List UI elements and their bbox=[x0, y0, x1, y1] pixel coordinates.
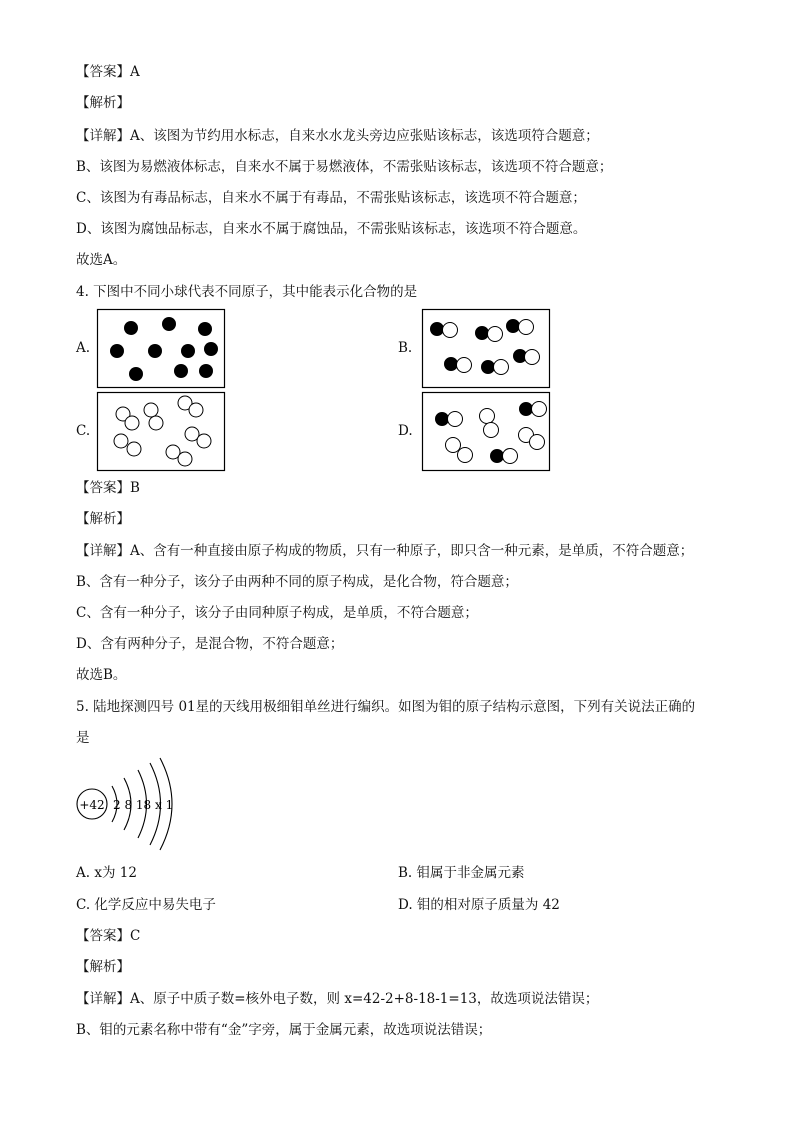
conclusion-line: 故选A。 bbox=[76, 252, 127, 268]
detail-line: 【详解】A、原子中质子数=核外电子数，则 x=42-2+8-18-1=13，故选项说法错误； bbox=[76, 991, 599, 1007]
conclusion-line: 故选B。 bbox=[76, 667, 127, 683]
detail-line: B、该图为易燃液体标志，自来水不属于易燃液体，不需张贴该标志，该选项不符合题意； bbox=[76, 159, 613, 175]
option-d: D. 钼的相对原子质量为 42 bbox=[398, 897, 560, 913]
atomic-structure-diagram bbox=[76, 756, 186, 852]
answer-label: 【答案】A bbox=[76, 64, 140, 80]
answer-label: 【答案】C bbox=[76, 928, 141, 944]
diagram-c-particles bbox=[97, 392, 225, 471]
detail-line: D、该图为腐蚀品标志，自来水不属于腐蚀品，不需张贴该标志，该选项不符合题意。 bbox=[76, 221, 587, 237]
question-stem-continued: 是 bbox=[76, 730, 90, 746]
diagram-d-particles bbox=[422, 392, 550, 471]
option-label-b: B. bbox=[398, 340, 413, 356]
diagram-b-particles bbox=[422, 309, 550, 388]
detail-line: C、含有一种分子，该分子由同种原子构成，是单质，不符合题意； bbox=[76, 605, 478, 621]
question-stem: 5. 陆地探测四号 01星的天线用极细钼单丝进行编织。如图为钼的原子结构示意图，下列有关说法正确的 bbox=[76, 699, 696, 715]
detail-line: B、钼的元素名称中带有“金”字旁，属于金属元素，故选项说法错误； bbox=[76, 1022, 492, 1038]
detail-line: C、该图为有毒品标志，自来水不属于有毒品，不需张贴该标志，该选项不符合题意； bbox=[76, 190, 586, 206]
option-label-d: D. bbox=[398, 423, 413, 439]
option-label-a: A. bbox=[76, 340, 91, 356]
option-c: C. 化学反应中易失电子 bbox=[76, 897, 216, 913]
detail-line: B、含有一种分子，该分子由两种不同的原子构成，是化合物，符合题意； bbox=[76, 574, 518, 590]
analysis-label: 【解析】 bbox=[76, 95, 130, 111]
option-label-c: C. bbox=[76, 423, 91, 439]
question-stem: 4. 下图中不同小球代表不同原子，其中能表示化合物的是 bbox=[76, 284, 418, 300]
electron-shell-counts: 2 8 18 x 1 bbox=[113, 798, 174, 812]
detail-line: D、含有两种分子，是混合物，不符合题意； bbox=[76, 636, 344, 652]
analysis-label: 【解析】 bbox=[76, 511, 130, 527]
detail-line: 【详解】A、含有一种直接由原子构成的物质，只有一种原子，即只含一种元素，是单质，不符合题意； bbox=[76, 543, 694, 559]
detail-line: 【详解】A、该图为节约用水标志，自来水水龙头旁边应张贴该标志，该选项符合题意； bbox=[76, 128, 599, 144]
nucleus-charge: +42 bbox=[79, 798, 105, 812]
answer-label: 【答案】B bbox=[76, 480, 140, 496]
option-a: A. x为 12 bbox=[76, 865, 137, 881]
diagram-a-particles bbox=[97, 309, 225, 388]
option-b: B. 钼属于非金属元素 bbox=[398, 865, 525, 881]
analysis-label: 【解析】 bbox=[76, 959, 130, 975]
